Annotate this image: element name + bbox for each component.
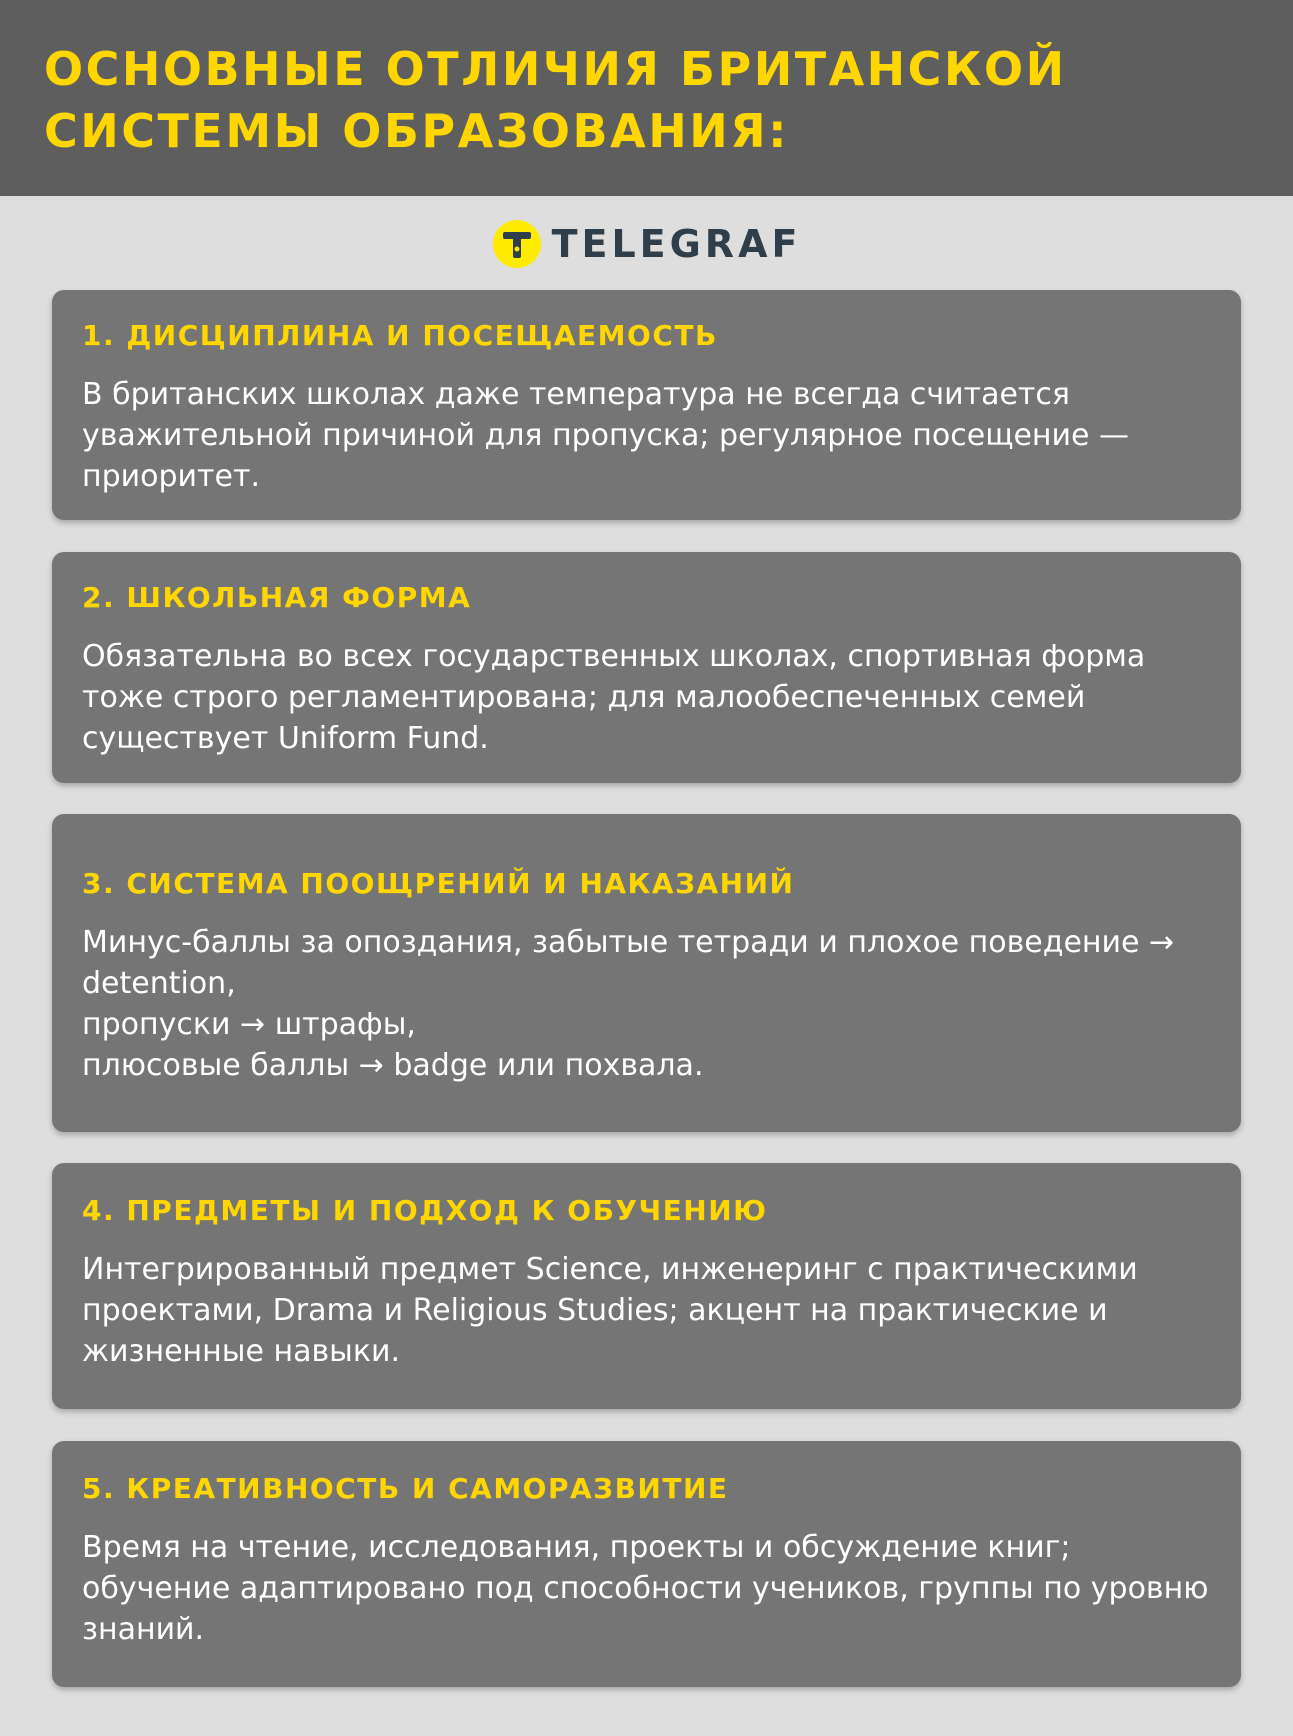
card-subjects xyxy=(52,1163,1241,1409)
logo-wordmark: TELEGRAF xyxy=(551,222,802,266)
card-title: 3. СИСТЕМА ПООЩРЕНИЙ И НАКАЗАНИЙ xyxy=(82,867,795,900)
card-title: 5. КРЕАТИВНОСТЬ И САМОРАЗВИТИЕ xyxy=(82,1472,729,1505)
card-body: В британских школах даже температура не всегда считается уважительной причиной для пропуска; регулярное посещение — приоритет. xyxy=(82,377,1130,494)
card-body: Время на чтение, исследования, проекты и обсуждение книг; обучение адаптировано под способности учеников, группы по уровню знаний. xyxy=(82,1530,1209,1647)
card-title: 2. ШКОЛЬНАЯ ФОРМА xyxy=(82,581,472,614)
card-uniform xyxy=(52,552,1241,783)
card-title: 1. ДИСЦИПЛИНА И ПОСЕЩАЕМОСТЬ xyxy=(82,319,718,352)
card-rewards xyxy=(52,814,1241,1132)
card-body: Минус-баллы за опоздания, забытые тетради и плохое поведение → detention, пропуски → штрафы, плюсовые баллы → badge или похвала. xyxy=(82,925,1175,1083)
card-discipline xyxy=(52,290,1241,520)
card-title: 4. ПРЕДМЕТЫ И ПОДХОД К ОБУЧЕНИЮ xyxy=(82,1194,768,1227)
telegraf-logo-icon xyxy=(492,219,542,269)
telegraf-logo xyxy=(0,214,1293,274)
card-creativity xyxy=(52,1441,1241,1687)
card-body: Обязательна во всех государственных школах, спортивная форма тоже строго регламентирована; для малообеспеченных семей существует Uniform Fund. xyxy=(82,639,1146,756)
page-title: ОСНОВНЫЕ ОТЛИЧИЯ БРИТАНСКОЙ СИСТЕМЫ ОБРАЗОВАНИЯ: xyxy=(44,42,1067,158)
card-body: Интегрированный предмет Science, инженеринг с практическими проектами, Drama и Religious Studies; акцент на практические и жизненные навыки. xyxy=(82,1252,1138,1369)
header-banner xyxy=(0,0,1293,196)
